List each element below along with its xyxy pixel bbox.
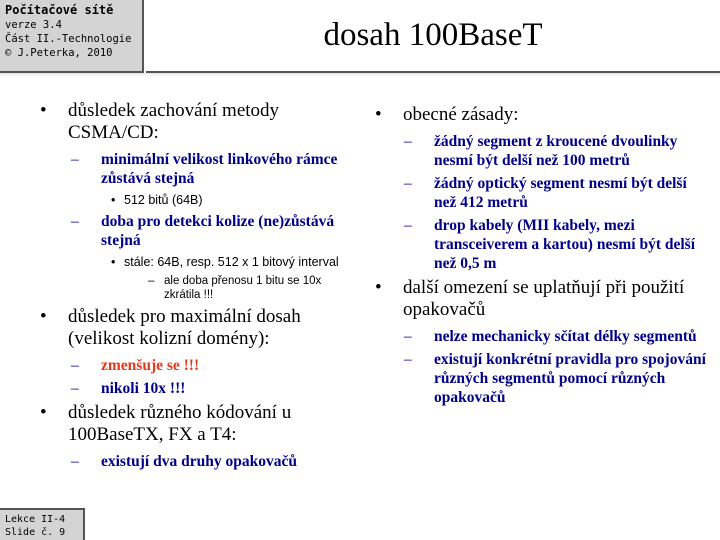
- left-bullet-level-4: – ale doba přenosu 1 bitu se 10x zkrátila !!!: [148, 274, 360, 302]
- right-bullet-level-2: – žádný optický segment nesmí být delší než 412 metrů: [404, 174, 710, 212]
- left-column: [40, 100, 360, 475]
- left-bullet-level-2: – existují dva druhy opakovačů: [71, 452, 360, 471]
- slide-footer: [0, 508, 85, 540]
- left-bullet-level-2: – zmenšuje se !!!: [71, 356, 360, 375]
- left-bullet-level-2: – doba pro detekci kolize (ne)zůstává stejná: [71, 212, 360, 250]
- slide-header: [0, 0, 720, 73]
- header-divider: [0, 73, 720, 77]
- slide-number: Slide č. 9: [5, 527, 66, 538]
- left-bullet-level-1: • důsledek různého kódování u 100BaseTX, FX a T4:: [40, 402, 360, 446]
- right-bullet-level-2: – drop kabely (MII kabely, mezi transceiverem a kartou) nesmí být delší než 0,5 m: [404, 216, 710, 273]
- right-bullet-level-2: – nelze mechanicky sčítat délky segmentů: [404, 327, 710, 346]
- right-bullet-level-1: • další omezení se uplatňují při použití opakovačů: [375, 277, 710, 321]
- right-column: [375, 104, 710, 411]
- left-bullet-level-1: • důsledek zachování metody CSMA/CD:: [40, 100, 360, 144]
- part-label: Část II.-Technologie: [5, 33, 132, 45]
- version-label: verze 3.4: [5, 19, 62, 31]
- right-bullet-level-1: • obecné zásady:: [375, 104, 710, 126]
- lesson-label: Lekce II-4: [5, 514, 66, 525]
- left-bullet-level-2: – minimální velikost linkového rámce zůstává stejná: [71, 150, 360, 188]
- right-bullet-level-2: – žádný segment z kroucené dvoulinky nesmí být delší než 100 metrů: [404, 132, 710, 170]
- slide-title: dosah 100BaseT: [146, 0, 720, 73]
- left-bullet-level-3: • 512 bitů (64B): [111, 192, 360, 208]
- left-bullet-level-1: • důsledek pro maximální dosah (velikost kolizní domény):: [40, 306, 360, 350]
- left-bullet-level-3: • stále: 64B, resp. 512 x 1 bitový interval: [111, 254, 360, 270]
- right-bullet-level-2: – existují konkrétní pravidla pro spojování různých segmentů pomocí různých opakovačů: [404, 350, 710, 407]
- course-name: Počítačové sítě: [5, 3, 114, 17]
- left-bullet-level-2: – nikoli 10x !!!: [71, 379, 360, 398]
- author-label: © J.Peterka, 2010: [5, 47, 113, 59]
- course-info-box: [0, 0, 144, 73]
